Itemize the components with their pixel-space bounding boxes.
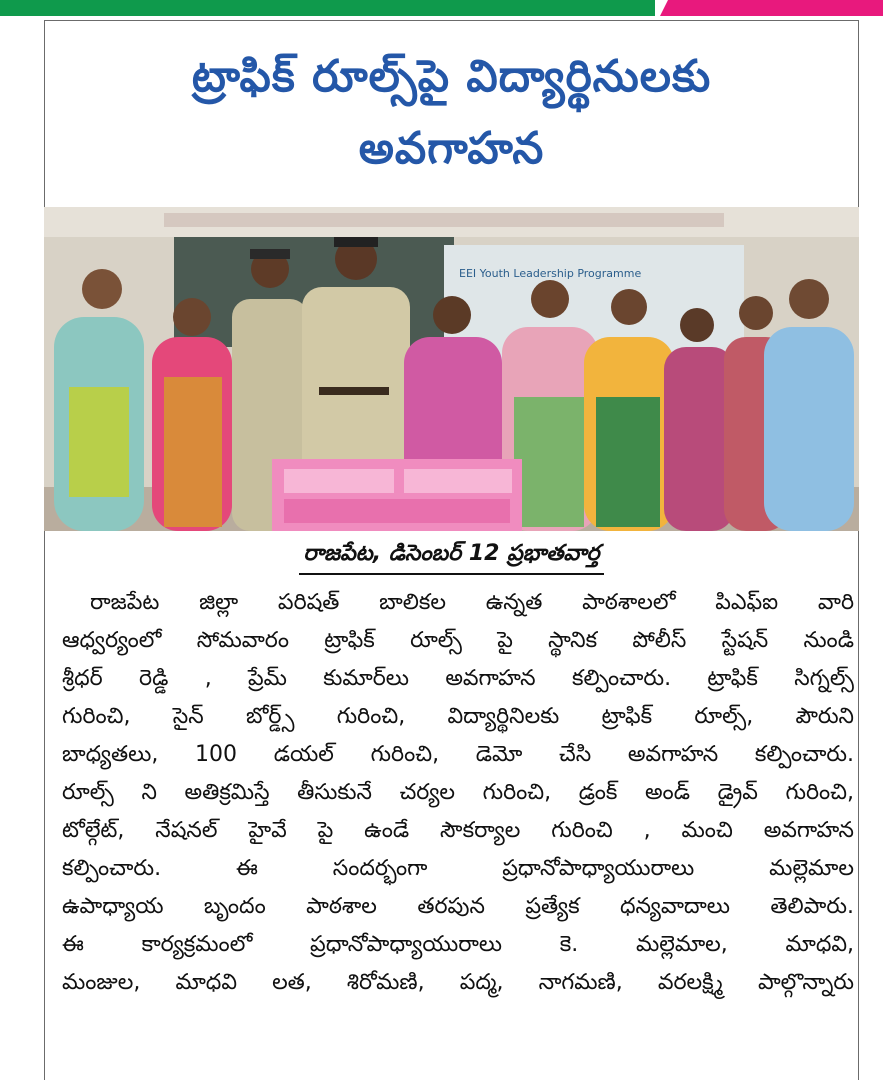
dateline: [44, 536, 859, 580]
body-line: ఆధ్వర్యంలో సోమవారం ట్రాఫిక్ రూల్స్ పై స్థానిక పోలీస్ స్టేషన్ నుండి: [62, 628, 854, 653]
photo-illustration: [44, 207, 859, 531]
body-line: మంజుల, మాధవి లత, శిరోమణి, పద్మ, నాగమణి, వరలక్ష్మి పాల్గొన్నారు: [62, 970, 854, 995]
article-body: [62, 584, 854, 1002]
photo-banner-text: EEI Youth Leadership Programme: [459, 267, 642, 280]
news-photo: [44, 207, 859, 531]
dateline-text: రాజపేట, డిసెంబర్ 12 ప్రభాతవార్త: [299, 541, 603, 575]
headline: [44, 20, 859, 205]
headline-line-1: ట్రాఫిక్ రూల్స్‌పై విద్యార్థినులకు: [191, 50, 712, 102]
body-line: ఉపాధ్యాయ బృందం పాఠశాల తరపున ప్రత్యేక ధన్యవాదాలు తెలిపారు.: [62, 894, 854, 919]
body-line: బాధ్యతలు, 100 డయల్ గురించి, డెమో చేసి అవగాహన కల్పించారు.: [62, 742, 854, 767]
top-color-bar: [0, 0, 883, 16]
body-line: రాజపేట జిల్లా పరిషత్ బాలికల ఉన్నత పాఠశాలలో పిఎఫ్ఐ వారి: [90, 590, 854, 615]
gift-boxes: [272, 459, 522, 531]
body-line: రూల్స్ ని అతిక్రమిస్తే తీసుకునే చర్యల గురించి, డ్రంక్ అండ్ డ్రైవ్ గురించి,: [62, 780, 854, 805]
top-bar-pink: [660, 0, 883, 16]
body-line: గురించి, సైన్ బోర్డ్స్ గురించి, విద్యార్థినిలకు ట్రాఫిక్ రూల్స్, పౌరుని: [62, 704, 854, 729]
body-line: ఈ కార్యక్రమంలో ప్రధానోపాధ్యాయురాలు కె. మల్లెమాల, మాధవి,: [62, 932, 854, 957]
body-line: శ్రీధర్ రెడ్డి , ప్రేమ్ కుమార్‌లు అవగాహన కల్పించారు. ట్రాఫిక్ సిగ్నల్స్: [62, 666, 854, 691]
headline-line-2: అవగాహన: [358, 122, 545, 174]
top-bar-green: [0, 0, 655, 16]
body-line: కల్పించారు. ఈ సందర్భంగా ప్రధానోపాధ్యాయురాలు మల్లెమాల: [62, 856, 854, 881]
body-line: టోల్గేట్, నేషనల్ హైవే పై ఉండే సౌకర్యాల గురించి , మంచి అవగాహన: [62, 818, 854, 843]
